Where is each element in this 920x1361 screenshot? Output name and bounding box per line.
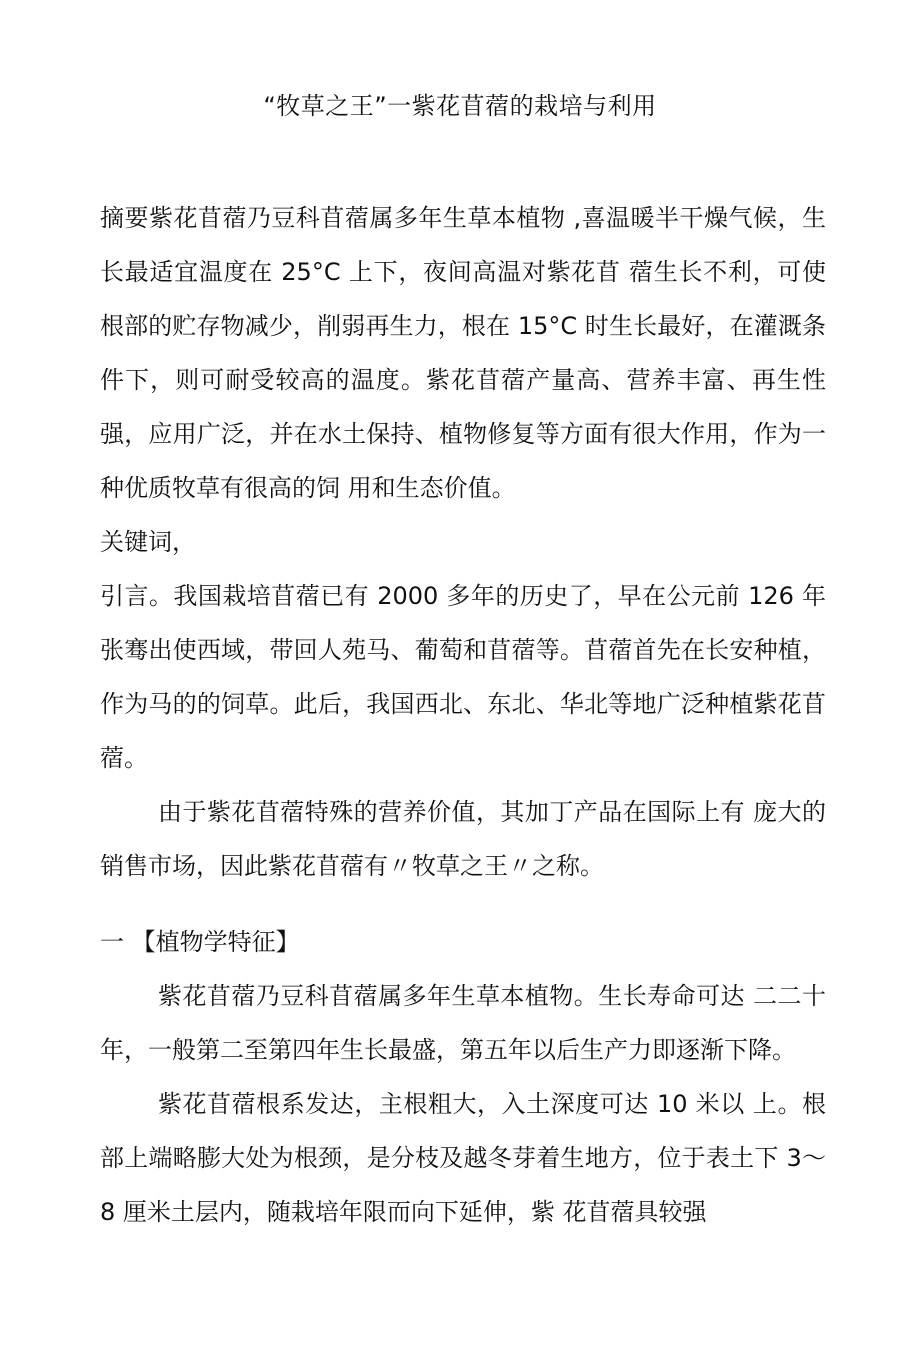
document-title: “牧草之王”一紫花苜蓿的栽培与利用 <box>263 92 657 120</box>
intro-paragraph-2: 由于紫花苜蓿特殊的营养价值，其加丁产品在国际上有 庞大的销售市场，因此紫花苜蓿有〃牧草之王〃之称。 <box>100 798 826 880</box>
keywords-line: 关键词， <box>100 528 196 556</box>
abstract-paragraph: 摘要紫花苜蓿乃豆科苜蓿属多年生草本植物 ,喜温暖半干燥气候，生长最适宜温度在 25°C 上下，夜间高温对紫花苜 蓿生长不利，可使根部的贮存物减少，削弱再生力，根在 15°C 时生长最好，在灌溉条件下，则可耐受较高的温度。紫花苜蓿产量高、营养丰富、再生性强，应用广泛，并在水土保持、植物修复等方面有很大作用，作为一种优质牧草有很高的饲 用和生态价值。 <box>100 204 826 502</box>
section-paragraph-2: 紫花苜蓿根系发达，主根粗大，入土深度可达 10 米以 上。根部上端略膨大处为根颈，是分枝及越冬芽着生地方，位于表土下 3～8 厘米土层内，随栽培年限而向下延伸，紫 花苜蓿具较强 <box>100 1090 826 1226</box>
intro-paragraph: 引言。我国栽培苜蓿已有 2000 多年的历史了，早在公元前 126 年张骞出使西域，带回人苑马、葡萄和苜蓿等。苜蓿首先在长安种植，作为马的的饲草。此后，我国西北、东北、华北等地广泛种植紫花苜蓿。 <box>100 582 826 772</box>
section-heading: 一 【植物学特征】 <box>100 928 300 956</box>
document-body <box>100 191 826 1239</box>
section-paragraph-1: 紫花苜蓿乃豆科苜蓿属多年生草本植物。生长寿命可达 二二十年，一般第二至第四年生长最盛，第五年以后生产力即逐渐下降。 <box>100 982 826 1064</box>
